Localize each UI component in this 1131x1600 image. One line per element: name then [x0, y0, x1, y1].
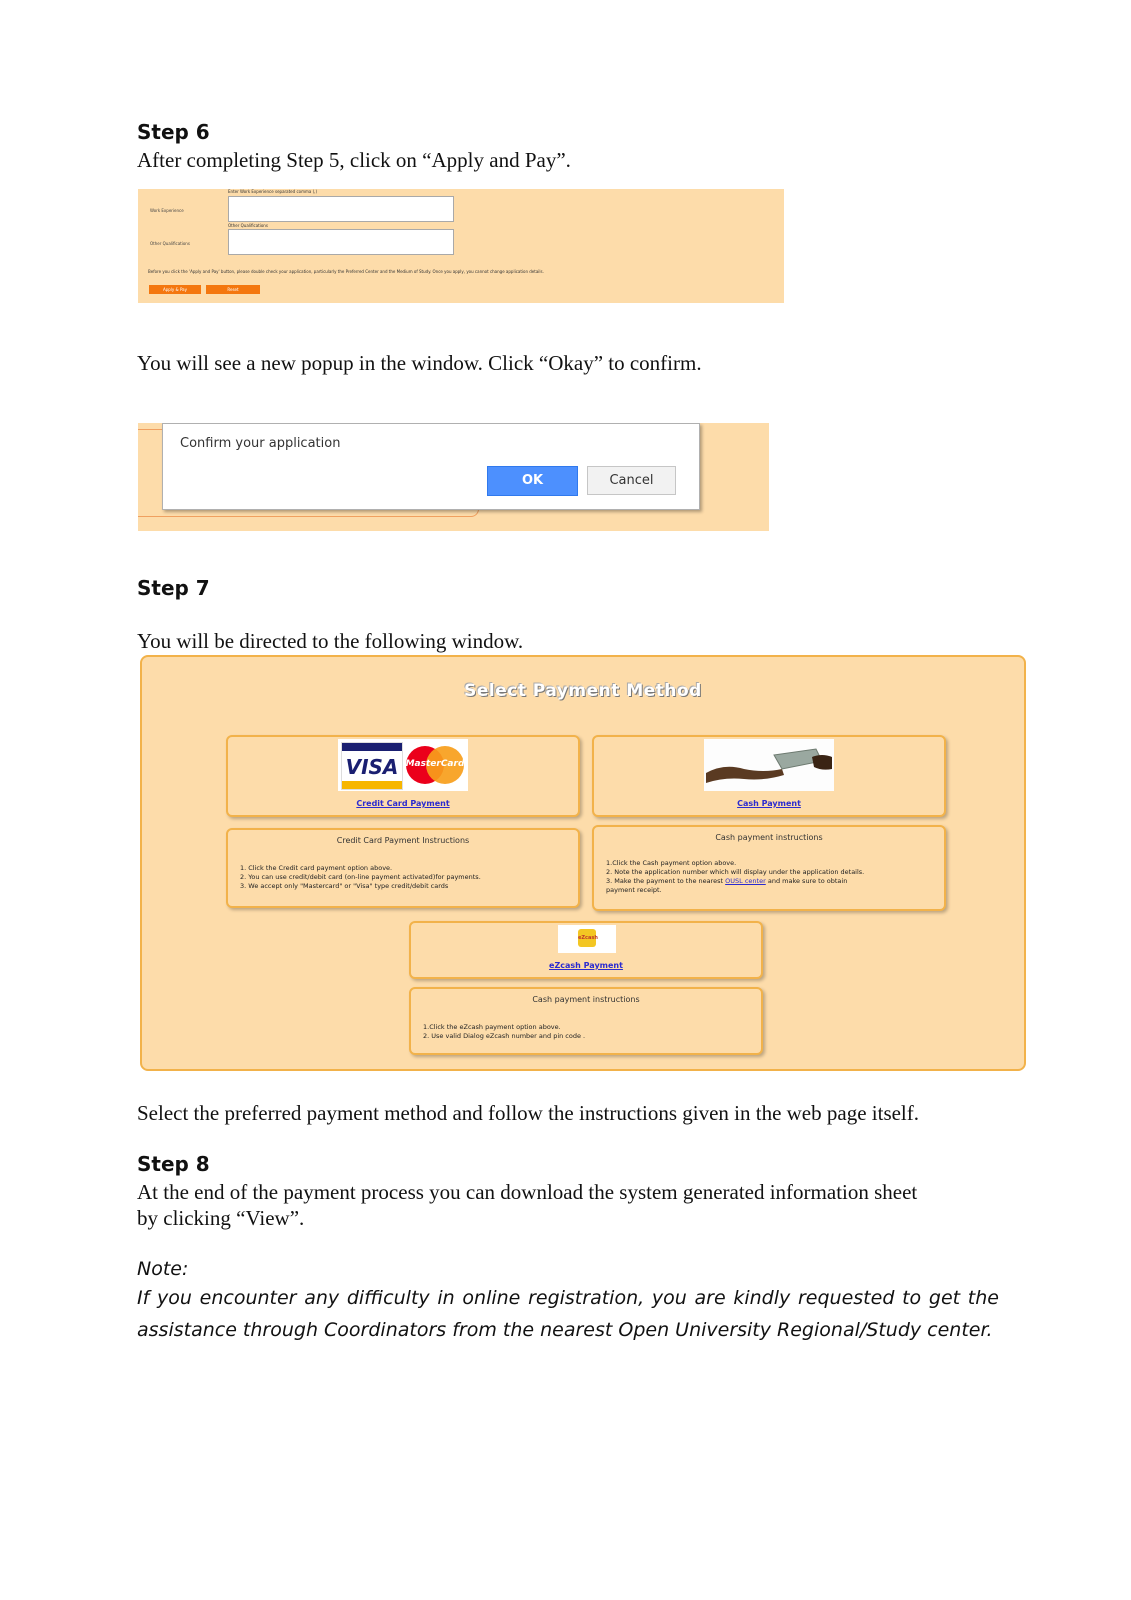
- visa-logo: VISA: [341, 742, 403, 790]
- ezcash-payment-link[interactable]: eZcash Payment: [549, 961, 623, 970]
- other-qualifications-label: Other Qualifications: [150, 241, 190, 246]
- cash-option[interactable]: [592, 735, 946, 817]
- step7-heading: Step 7: [137, 576, 210, 600]
- work-experience-textarea[interactable]: [228, 196, 454, 222]
- dialog-message: Confirm your application: [180, 436, 341, 451]
- ok-button[interactable]: OK: [487, 466, 578, 496]
- list-item: 3. Make the payment to the nearest OUSL center and make sure to obtain: [606, 877, 848, 885]
- list-item: 3. We accept only "Mastercard" or "Visa" type credit/debit cards: [240, 882, 449, 890]
- note-line1: If you encounter any difficulty in online registration, you are kindly requested to get the: [137, 1287, 999, 1309]
- ezcash-instructions-box: [409, 987, 763, 1055]
- cash-instructions-box: [592, 825, 946, 911]
- cancel-button[interactable]: Cancel: [587, 466, 676, 495]
- list-item: 1.Click the Cash payment option above.: [606, 859, 737, 867]
- credit-card-instructions-title: Credit Card Payment Instructions: [336, 836, 470, 845]
- card-logos: [338, 739, 468, 791]
- work-experience-hint: Enter Work Experience separated comma (,): [228, 189, 318, 194]
- step8-text-line1: At the end of the payment process you can download the system generated information sheet: [137, 1180, 918, 1204]
- other-qualifications-textarea[interactable]: [228, 229, 454, 255]
- ezcash-instructions-list: [423, 1023, 753, 1041]
- apply-and-pay-button[interactable]: Apply & Pay: [149, 285, 201, 294]
- note-label: Note:: [137, 1258, 189, 1280]
- step8-text-line2: by clicking “View”.: [137, 1206, 305, 1230]
- ezcash-option[interactable]: [409, 921, 763, 979]
- payment-method-window: [140, 655, 1026, 1071]
- ousl-center-link[interactable]: OUSL center: [725, 877, 766, 885]
- step7-after-text: Select the preferred payment method and follow the instructions given in the web page itself.: [137, 1101, 920, 1125]
- step8-heading: Step 8: [137, 1152, 210, 1176]
- apply-notice: Before you click the 'Apply and Pay' button, please double check your application, particularly the Preferred Center and the Medium of Study. Once you apply, you cannot change application details.: [148, 269, 544, 274]
- step6-text: After completing Step 5, click on “Apply and Pay”.: [137, 148, 571, 172]
- other-qualifications-hint: Other Qualifications: [228, 223, 268, 228]
- work-experience-label: Work Experience: [150, 208, 184, 213]
- reset-button[interactable]: Reset: [206, 285, 260, 294]
- apply-form-screenshot: [138, 189, 784, 303]
- credit-card-instructions-list: [240, 864, 570, 891]
- popup-text: You will see a new popup in the window. Click “Okay” to confirm.: [137, 351, 702, 375]
- note-line2: assistance through Coordinators from the nearest Open University Regional/Study center.: [137, 1319, 993, 1341]
- list-item: 2. Use valid Dialog eZcash number and pin code .: [423, 1032, 586, 1040]
- cash-payment-link[interactable]: Cash Payment: [737, 799, 801, 808]
- mastercard-logo: MasterCard: [404, 742, 466, 788]
- step6-heading: Step 6: [137, 120, 210, 144]
- list-item: 2. You can use credit/debit card (on-line payment activated)for payments.: [240, 873, 481, 881]
- confirm-dialog: [162, 423, 700, 510]
- cash-instructions-list: [606, 859, 936, 895]
- credit-card-payment-link[interactable]: Credit Card Payment: [356, 799, 450, 808]
- credit-card-instructions-box: [226, 828, 580, 908]
- list-item: 1. Click the Credit card payment option above.: [240, 864, 393, 872]
- list-item: payment receipt.: [606, 886, 662, 894]
- cash-hand-image: [704, 739, 834, 791]
- confirm-dialog-screenshot: [138, 423, 769, 531]
- step7-text: You will be directed to the following window.: [137, 629, 524, 653]
- list-item: 1.Click the eZcash payment option above.: [423, 1023, 561, 1031]
- list-item: 2. Note the application number which will display under the application details.: [606, 868, 865, 876]
- ezcash-instructions-title: Cash payment instructions: [532, 995, 640, 1004]
- ezcash-logo: eZcash: [558, 925, 616, 953]
- cash-instructions-title: Cash payment instructions: [715, 833, 823, 842]
- payment-window-title: Select Payment Method: [464, 681, 702, 701]
- credit-card-option[interactable]: [226, 735, 580, 817]
